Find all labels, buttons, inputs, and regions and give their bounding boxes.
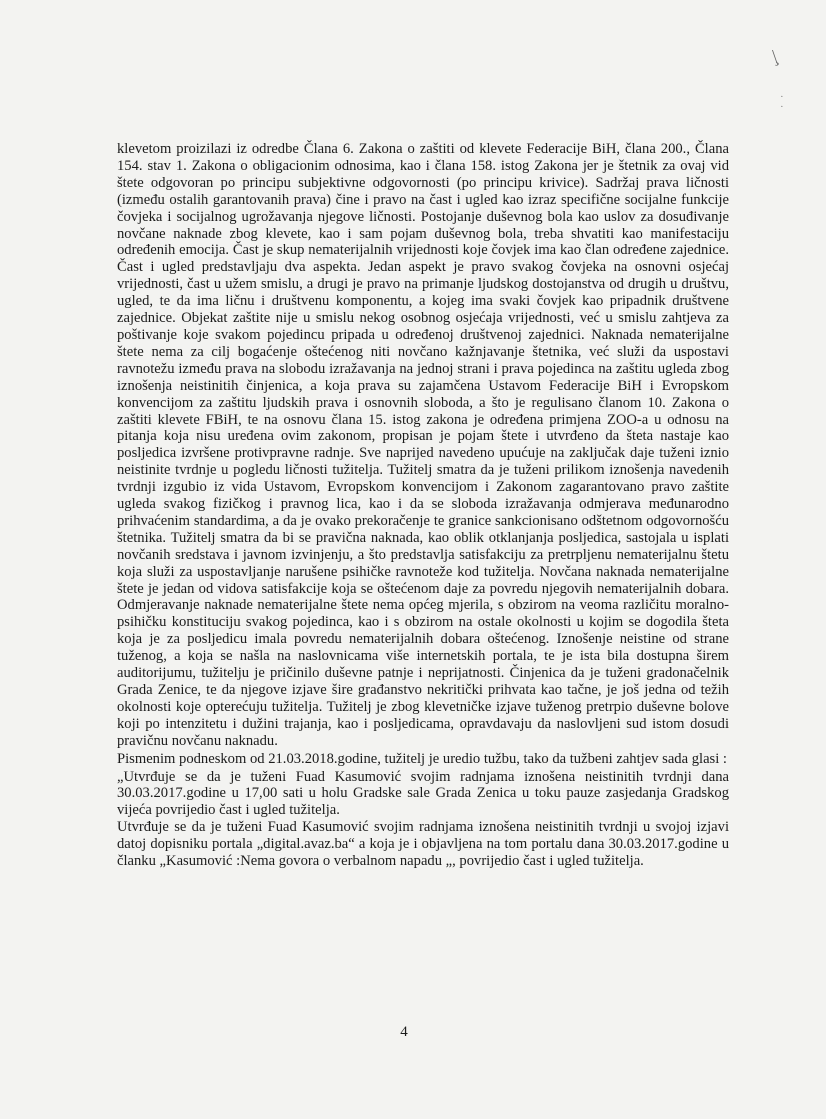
paragraph-main: klevetom proizilazi iz odredbe Člana 6. Zakona o zaštiti od klevete Federacije BiH, člana 200., Člana 154. stav 1. Zakona o obligacionim odnosima, kao i člana 158. istog Zakona jer je štetnik za ovaj vid štete odgovoran po principu subjektivne odgovornosti (po principu krivice). Sadržaj prava ličnosti (između ostalih garantovanih prava) čine i pravo na čast i ugled kao izraz specifične socijalne funkcije čovjeka i socijalnog ugrožavanja njegove ličnosti. Postojanje duševnog bola kao uslov za dosuđivanje novčane naknade zbog klevete, kao i sam pojam duševnog bola, treba shvatiti kao manifestaciju određenih emocija. Čast je skup nematerijalnih vrijednosti koje čovjek ima kao član određene zajednice. Čast i ugled predstavljaju dva aspekta. Jedan aspekt je pravo svakog čovjeka na osnovni osjećaj vrijednosti, čast u užem smislu, a drugi je pravo na primanje ljudskog dostojanstva od drugih u društvu, ugled, te da ima ličnu i društvenu komponentu, a kojeg ima svaki čovjek kao pripadnik društvene zajednice. Objekat zaštite nije u smislu nekog osobnog osjećaja vrijednosti, već u smislu zahtjeva za poštivanje koje svakom pojedincu pripada u određenoj društvenoj zajednici. Naknada nematerijalne štete nema za cilj bogaćenje oštećenog niti novčano kažnjavanje štetnika, već služi da uspostavi ravnotežu između prava na slobodu izražavanja na jednoj strani i prava pojedinca na zaštitu ugleda zbog iznošenja neistinitih činjenica, a koja prava su zajamčena Ustavom Federacije BiH i Evropskom konvencijom za zaštitu ljudskih prava i osnovnih sloboda, a što je regulisano članom 10. Zakona o zaštiti klevete FBiH, te na osnovu člana 15. istog zakona je određena primjena ZOO-a u odnosu na pitanja koja nisu uređena ovim zakonom, propisan je pojam štete i utvrđeno da šteta nastaje kao posljedica izvršene protivpravne radnje. Sve naprijed navedeno upućuje na zaključak daje tuženi iznio neistinite tvrdnje u pogledu ličnosti tužitelja. Tužitelj smatra da je tuženi prilikom iznošenja navedenih tvrdnji izgubio iz vida Ustavom, Evropskom konvencijom i Zakonom zagarantovano pravo zaštite ugleda svakog fizičkog i pravnog lica, kao i da se sloboda izražavanja odmjerava međunarodno prihvaćenim standardima, a da je ovako prekoračenje te granice sankcionisano odštetnom odgovornošću štetnika. Tužitelj smatra da bi se pravična naknada, kao oblik otklanjanja posljedica, sastojala u isplati novčanih sredstava i javnom izvinjenju, a što predstavlja satisfakciju za pretrpljenu nematerijalnu štetu koja služi za uspostavljanje narušene psihičke ravnoteže kod tužitelja. Novčana naknada nematerijalne štete je jedan od vidova satisfakcije koja se oštećenom daje za povredu njegovih nematerijalnih dobara. Odmjeravanje naknade nematerijalne štete nema općeg mjerila, s obzirom na veoma različitu moralno-psihičku konstituciju svakog pojedinca, kao i s obzirom na ostale okolnosti u kojim se dogodila šteta koja je za posljedicu imala povredu nematerijalnih dobara oštećenog. Iznošenje neistine od strane tuženog, a koja se našla na naslovnicama više internetskih portala, te je ista bila dostupna širem auditorijumu, tužitelju je pričinilo duševne patnje i neprijatnosti. Činjenica da je tuženi gradonačelnik Grada Zenice, te da njegove izjave šire građanstvo nekritički prihvata kao tačne, je još jedna od težih okolnosti koje opterećuju tužitelja. Tužitelj je zbog klevetničke izjave tuženog pretrpio duševne bolove koji po intenzitetu i dužini trajanja, kao i posljedicama, opravdavaju da naslovljeni sud istom dosudi pravičnu novčanu naknadu.	[117, 141, 729, 749]
handwritten-mark-icon: \̧	[772, 46, 778, 66]
document-body	[117, 141, 729, 870]
page-number: 4	[400, 1024, 408, 1040]
scan-speck-icon: · ·	[780, 91, 784, 113]
paragraph-submission: Pismenim podneskom od 21.03.2018.godine, tužitelj je uredio tužbu, tako da tužbeni zahtjev sada glasi :	[117, 750, 727, 767]
paragraph-claim-1: „Utvrđuje se da je tuženi Fuad Kasumović svojim radnjama iznošena neistinitih tvrdnji dana 30.03.2017.godine u 17,00 sati u holu Gradske sale Grada Zenica u toku pauze zasjedanja Gradskog vijeća povrijedio čast i ugled tužitelja.	[117, 768, 729, 819]
paragraph-claim-2: Utvrđuje se da je tuženi Fuad Kasumović svojim radnjama iznošena neistinitih tvrdnji u svojoj izjavi datoj dopisniku portala „digital.avaz.ba“ a koja je i objavljena na tom portalu dana 30.03.2017.godine u članku „Kasumović :Nema govora o verbalnom napadu „, povrijedio čast i ugled tužitelja.	[117, 819, 729, 870]
